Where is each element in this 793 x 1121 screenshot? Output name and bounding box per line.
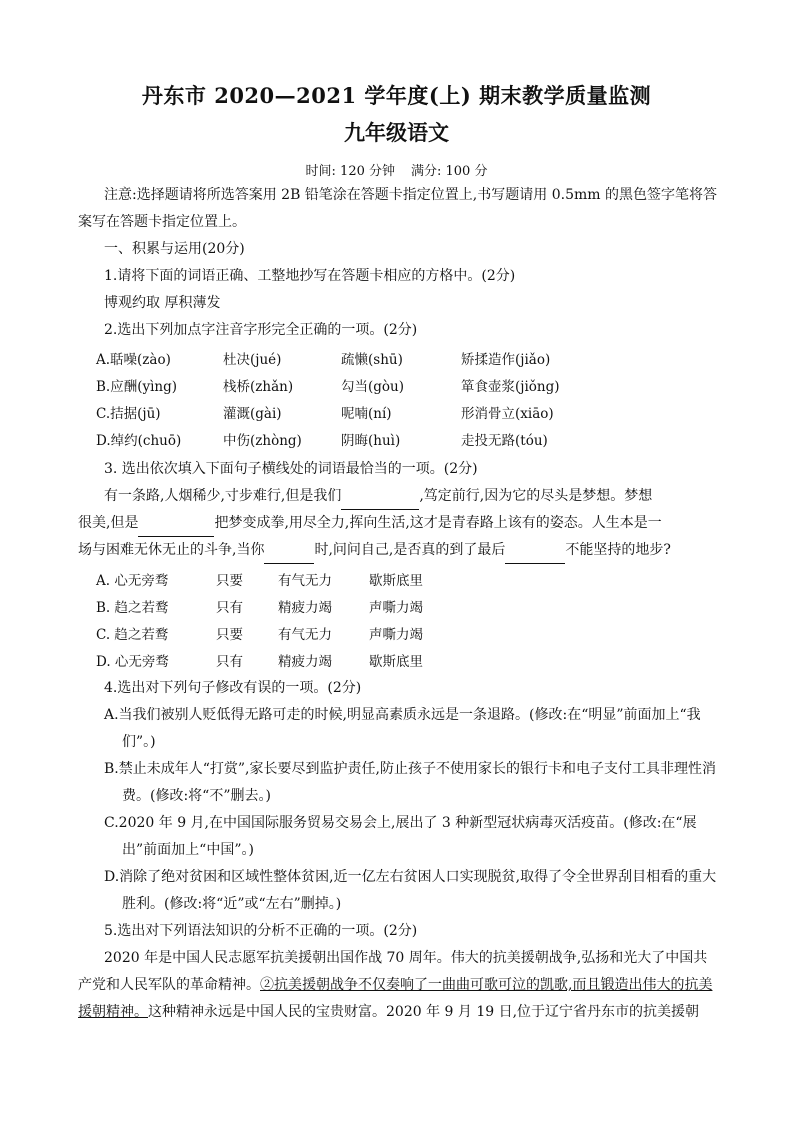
q3-p2b: 把梦变成拳,用尽全力,挥向生活,这才是青春路上该有的姿态。人生本是一 (214, 515, 662, 531)
q3-b-4: 声嘶力竭 (369, 600, 423, 616)
q2-d-4: 走投无路(tóu) (461, 433, 548, 449)
q5-passage-a: 2020 年是中国人民志愿军抗美援朝出国作战 70 周年。伟大的抗美援朝战争,弘扬和光大了中国共产党和人民军队的革命精神。 (78, 950, 708, 993)
q2-d-1: D.绰约(chuō) (96, 433, 182, 449)
q2-b-4: 箪食壶浆(jiǒng) (461, 379, 560, 395)
q3-c-2: 只要 (216, 627, 243, 643)
exam-time: 时间: 120 分钟 (305, 164, 395, 179)
q4-option-d: D.消除了绝对贫困和区域性整体贫困,近一亿左右贫困人口实现脱贫,取得了令全世界刮目相看的重大胜利。(修改:将“近”或“左右”删掉。) (104, 869, 717, 912)
q5-passage-underlined: ②抗美援朝战争不仅奏响了一曲曲可歌可泣的凯歌,而且锻造出伟大的抗美援朝精神。 (78, 977, 713, 1020)
section-heading: 一、积累与运用(20分) (104, 241, 245, 257)
q3-blank-4 (505, 547, 565, 564)
q3-d-1: D. 心无旁骛 (96, 654, 169, 670)
q3-d-2: 只有 (216, 654, 243, 670)
q2-c-4: 形消骨立(xiāo) (461, 406, 554, 422)
q3-b-3: 精疲力竭 (278, 600, 332, 616)
q2-b-3: 勾当(gòu) (341, 379, 404, 395)
q3-a-1: A. 心无旁骛 (96, 573, 169, 589)
notice: 注意:选择题请将所选答案用 2B 铅笔涂在答题卡指定位置上,书写题请用 0.5mm 的黑色签字笔将答案写在答题卡指定位置上。 (78, 187, 717, 230)
q4-option-b: B.禁止未成年人“打赏”,家长要尽到监护责任,防止孩子不使用家长的银行卡和电子支付工具非理性消费。(修改:将“不”删去。) (104, 761, 716, 804)
q3-p3a: 场与困难无休无止的斗争,当你 (78, 542, 265, 558)
q1-words: 博观约取 厚积薄发 (104, 295, 221, 311)
exam-meta (0, 160, 793, 179)
q3-c-1: C. 趋之若鹜 (96, 627, 169, 643)
q4-option-c: C.2020 年 9 月,在中国国际服务贸易交易会上,展出了 3 种新型冠状病毒灭活疫苗。(修改:在“展出”前面加上“中国”。) (104, 815, 697, 858)
q4-options (104, 702, 724, 918)
q2-a-2: 杜决(jué) (223, 352, 282, 368)
exam-title: 丹东市 2020—2021 学年度(上) 期末教学质量监测 (141, 83, 652, 108)
q3-p2a: 很美,但是 (78, 515, 139, 531)
q2-d-3: 阴晦(huì) (341, 433, 401, 449)
exam-subtitle: 九年级语文 (344, 120, 449, 145)
q3-b-1: B. 趋之若鹜 (96, 600, 169, 616)
q4-stem: 4.选出对下列句子修改有误的一项。(2分) (104, 680, 362, 696)
q2-stem: 2.选出下列加点字注音字形完全正确的一项。(2分) (104, 322, 418, 338)
q3-stem: 3. 选出依次填入下面句子横线处的词语最恰当的一项。(2分) (104, 461, 478, 477)
q3-blank-2 (138, 520, 214, 537)
q3-blank-1 (341, 493, 419, 510)
q3-p3b: 时,问问自己,是否真的到了最后 (314, 542, 506, 558)
exam-score: 满分: 100 分 (411, 164, 488, 179)
q3-c-3: 有气无力 (278, 627, 332, 643)
q5-stem: 5.选出对下列语法知识的分析不正确的一项。(2分) (104, 923, 418, 939)
q2-c-2: 灌溉(gài) (223, 406, 282, 422)
q3-c-4: 声嘶力竭 (369, 627, 423, 643)
q1-stem: 1.请将下面的词语正确、工整地抄写在答题卡相应的方格中。(2分) (104, 268, 516, 284)
q3-passage (78, 483, 728, 564)
q5-passage (78, 945, 718, 1026)
q3-d-3: 精疲力竭 (278, 654, 332, 670)
q2-d-2: 中伤(zhòng) (223, 433, 302, 449)
q3-d-4: 歇斯底里 (369, 654, 423, 670)
q3-blank-3 (264, 547, 314, 564)
q3-a-4: 歇斯底里 (369, 573, 423, 589)
q2-b-1: B.应酬(yìng) (96, 379, 178, 395)
q3-p1a: 有一条路,人烟稀少,寸步难行,但是我们 (104, 488, 342, 504)
q3-p1b: ,笃定前行,因为它的尽头是梦想。梦想 (419, 488, 653, 504)
q3-p3c: 不能坚持的地步? (565, 542, 671, 558)
q2-c-3: 呢喃(ní) (341, 406, 392, 422)
q3-a-3: 有气无力 (278, 573, 332, 589)
q2-a-3: 疏懒(shū) (341, 352, 403, 368)
q2-a-4: 矫揉造作(jiǎo) (461, 352, 551, 368)
q2-a-1: A.聒噪(zào) (96, 352, 171, 368)
q5-passage-b: 这种精神永远是中国人民的宝贵财富。2020 年 9 月 19 日,位于辽宁省丹东市的抗美援朝 (148, 1004, 700, 1020)
q4-option-a: A.当我们被别人贬低得无路可走的时候,明显高素质永远是一条退路。(修改:在“明显”前面加上“我们”。) (104, 707, 701, 750)
q3-a-2: 只要 (216, 573, 243, 589)
q2-c-1: C.拮据(jū) (96, 406, 161, 422)
q3-b-2: 只有 (216, 600, 243, 616)
q2-b-2: 栈桥(zhǎn) (223, 379, 294, 395)
